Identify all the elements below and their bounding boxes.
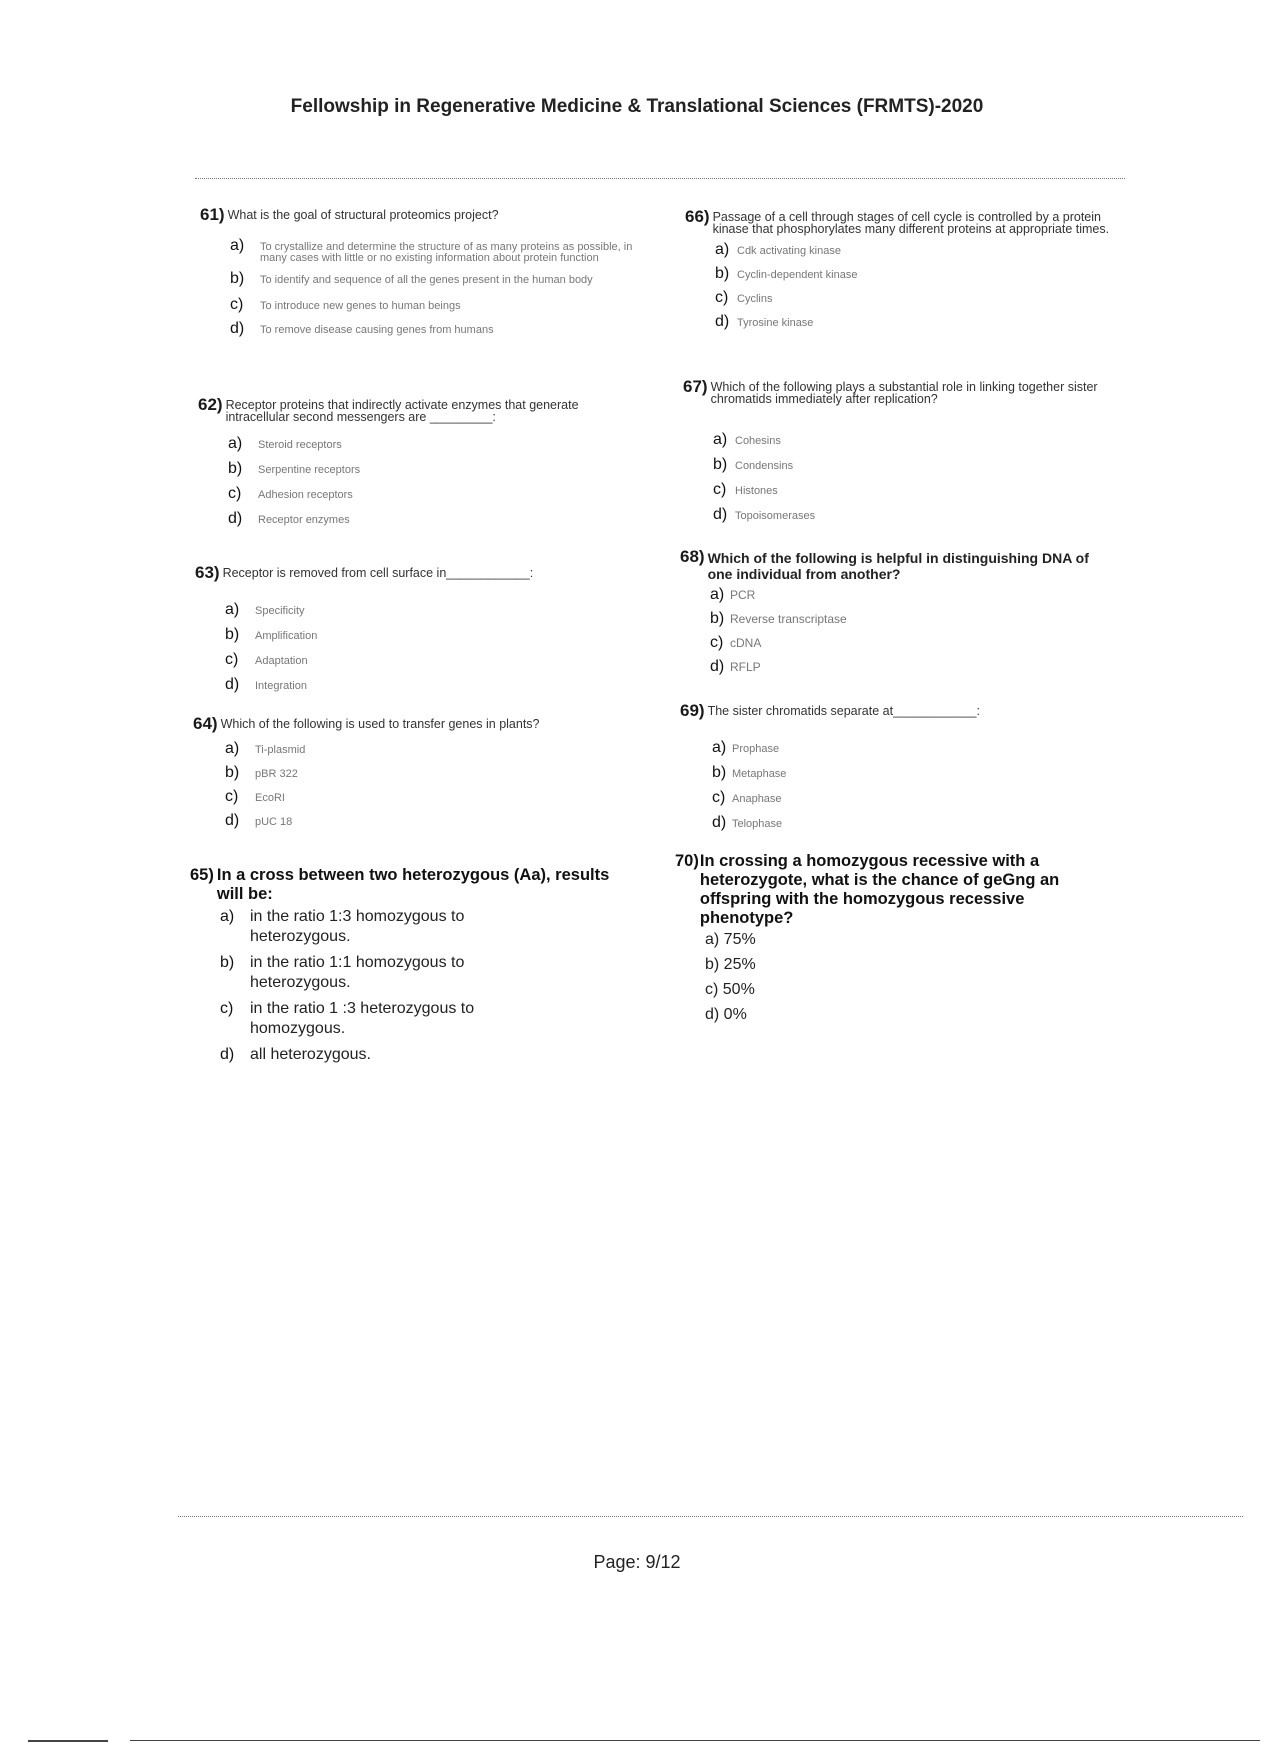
- option-a[interactable]: [225, 601, 635, 619]
- question-61: [200, 206, 640, 338]
- option-text: To identify and sequence of all the genes present in the human body: [260, 274, 593, 286]
- question-65: [190, 866, 620, 1065]
- option-text: RFLP: [730, 660, 761, 674]
- option-text: Receptor enzymes: [258, 514, 350, 526]
- option-b[interactable]: [220, 953, 520, 993]
- question-67: [683, 378, 1123, 524]
- question-number: 68): [680, 547, 705, 566]
- option-b[interactable]: [705, 955, 1085, 975]
- option-label: b): [220, 954, 235, 971]
- option-label: a): [220, 908, 235, 925]
- option-d[interactable]: [710, 658, 1110, 676]
- question-63: [195, 564, 635, 694]
- option-b[interactable]: [715, 265, 1135, 283]
- question-text: The sister chromatids separate at____________:: [707, 704, 980, 718]
- option-text: Adaptation: [255, 655, 308, 667]
- option-a[interactable]: [705, 930, 1085, 950]
- option-b[interactable]: [225, 626, 635, 644]
- option-label: a): [712, 739, 727, 756]
- option-label: c): [225, 651, 239, 668]
- option-text: Anaphase: [732, 793, 782, 805]
- option-c[interactable]: [220, 999, 520, 1039]
- option-d[interactable]: [715, 313, 1135, 331]
- option-text: Telophase: [732, 818, 783, 830]
- option-c[interactable]: [710, 634, 1110, 652]
- option-label: c): [228, 485, 242, 502]
- option-text: all heterozygous.: [250, 1046, 371, 1063]
- option-d[interactable]: [705, 1005, 1085, 1025]
- option-label: d): [712, 814, 727, 831]
- option-a[interactable]: [715, 241, 1135, 259]
- question-text: Passage of a cell through stages of cell cycle is controlled by a protein kinase that phosphorylates many different proteins at appropriate times.: [712, 210, 1110, 236]
- page-title: Fellowship in Regenerative Medicine & Translational Sciences (FRMTS)-2020: [290, 96, 984, 117]
- option-c[interactable]: [715, 289, 1135, 307]
- option-text: in the ratio 1 :3 heterozygous to homozygous.: [250, 1000, 475, 1037]
- option-a[interactable]: [225, 740, 593, 758]
- option-text: EcoRI: [255, 792, 285, 804]
- option-text: Specificity: [255, 605, 305, 617]
- option-d[interactable]: [225, 676, 635, 694]
- option-label: c): [715, 289, 729, 306]
- option-text: Serpentine receptors: [258, 464, 361, 476]
- option-d[interactable]: [228, 510, 628, 528]
- option-text: Tyrosine kinase: [737, 317, 814, 329]
- option-c[interactable]: [712, 789, 1130, 807]
- option-label: a): [225, 601, 240, 618]
- question-number: 64): [193, 714, 218, 733]
- option-label: d): [225, 812, 240, 829]
- option-text: Histones: [735, 485, 778, 497]
- question-text: Which of the following is helpful in distinguishing DNA of one individual from another?: [707, 550, 1089, 582]
- option-a[interactable]: [712, 739, 1130, 757]
- question-number: 61): [200, 205, 225, 224]
- option-text: Integration: [255, 680, 307, 692]
- scan-edge-line-right: [130, 1740, 1260, 1741]
- option-label: c): [712, 789, 726, 806]
- option-text: Cdk activating kinase: [737, 245, 841, 257]
- option-label: c): [225, 788, 239, 805]
- question-text: Receptor is removed from cell surface in____________:: [222, 566, 534, 580]
- question-69: [680, 702, 1130, 832]
- option-b[interactable]: [230, 270, 640, 288]
- option-text: Cyclin-dependent kinase: [737, 269, 858, 281]
- question-number: 70): [675, 852, 699, 870]
- option-c[interactable]: [713, 481, 1123, 499]
- option-text: Cohesins: [735, 435, 781, 447]
- option-b[interactable]: [228, 460, 628, 478]
- option-text: pBR 322: [255, 768, 298, 780]
- question-64: [193, 715, 593, 830]
- option-label: b): [225, 764, 240, 781]
- option-text: pUC 18: [255, 816, 293, 828]
- option-label: c): [713, 481, 727, 498]
- option-text: b) 25%: [705, 956, 756, 973]
- question-number: 65): [190, 866, 214, 884]
- option-label: c): [230, 296, 244, 313]
- option-text: Topoisomerases: [735, 510, 816, 522]
- option-text: a) 75%: [705, 931, 756, 948]
- question-number: 63): [195, 563, 220, 582]
- option-label: d): [228, 510, 243, 527]
- question-number: 62): [198, 395, 223, 414]
- option-label: a): [225, 740, 240, 757]
- question-62: [198, 396, 628, 528]
- option-label: d): [225, 676, 240, 693]
- question-text: Which of the following plays a substantial role in linking together sister chromatids immediately after replication?: [710, 380, 1098, 406]
- option-label: d): [710, 658, 725, 675]
- option-label: b): [713, 456, 728, 473]
- question-number: 66): [685, 207, 710, 226]
- question-number: 69): [680, 701, 705, 720]
- option-label: b): [228, 460, 243, 477]
- option-c[interactable]: [228, 485, 628, 503]
- option-d[interactable]: [713, 506, 1123, 524]
- question-70: [675, 852, 1085, 1025]
- question-text: Receptor proteins that indirectly activate enzymes that generate intracellular second messengers are _________:: [225, 398, 579, 424]
- option-text: To crystallize and determine the structure of as many proteins as possible, in many cases with little or no existing information about protein function: [260, 241, 633, 264]
- question-text: What is the goal of structural proteomics project?: [227, 208, 499, 222]
- question-66: [685, 208, 1135, 331]
- question-68: [680, 548, 1110, 676]
- option-text: Prophase: [732, 743, 780, 755]
- option-label: b): [710, 610, 725, 627]
- option-label: b): [225, 626, 240, 643]
- option-label: a): [713, 431, 728, 448]
- option-label: b): [230, 270, 245, 287]
- option-label: c): [220, 1000, 234, 1017]
- option-text: To remove disease causing genes from humans: [260, 324, 494, 336]
- option-text: Adhesion receptors: [258, 489, 353, 501]
- option-c[interactable]: [705, 980, 1085, 1000]
- option-d[interactable]: [712, 814, 1130, 832]
- option-a[interactable]: [713, 431, 1123, 449]
- option-a[interactable]: [230, 237, 640, 264]
- option-text: Ti-plasmid: [255, 744, 306, 756]
- option-label: b): [712, 764, 727, 781]
- option-text: To introduce new genes to human beings: [260, 300, 461, 312]
- option-text: Condensins: [735, 460, 794, 472]
- option-label: d): [713, 506, 728, 523]
- option-c[interactable]: [225, 651, 635, 669]
- option-d[interactable]: [225, 812, 593, 830]
- option-label: b): [715, 265, 730, 282]
- option-label: a): [710, 586, 725, 603]
- footer-divider: [178, 1516, 1243, 1517]
- option-a[interactable]: [228, 435, 628, 453]
- option-label: a): [230, 237, 245, 254]
- option-label: d): [220, 1046, 235, 1063]
- question-number: 67): [683, 377, 708, 396]
- option-text: d) 0%: [705, 1006, 747, 1023]
- option-text: Amplification: [255, 630, 318, 642]
- option-label: c): [710, 634, 724, 651]
- scan-edge-line-left: [28, 1740, 108, 1742]
- option-text: Cyclins: [737, 293, 773, 305]
- option-text: Metaphase: [732, 768, 787, 780]
- option-label: d): [230, 320, 245, 337]
- option-text: cDNA: [730, 636, 762, 650]
- option-b[interactable]: [710, 610, 1110, 628]
- option-d[interactable]: [220, 1045, 520, 1065]
- question-text: In crossing a homozygous recessive with a heterozygote, what is the chance of geGng an offspring with the homozygous recessive phenotype?: [699, 852, 1060, 927]
- option-a[interactable]: [220, 907, 520, 947]
- option-c[interactable]: [230, 296, 640, 314]
- option-label: a): [715, 241, 730, 258]
- option-label: d): [715, 313, 730, 330]
- question-text: Which of the following is used to transfer genes in plants?: [220, 717, 540, 731]
- option-a[interactable]: [710, 586, 1110, 604]
- option-b[interactable]: [225, 764, 593, 782]
- header-divider: [195, 178, 1125, 179]
- option-b[interactable]: [713, 456, 1123, 474]
- option-text: in the ratio 1:3 homozygous to heterozygous.: [250, 908, 465, 945]
- option-c[interactable]: [225, 788, 593, 806]
- option-text: c) 50%: [705, 981, 755, 998]
- option-text: Reverse transcriptase: [730, 612, 847, 626]
- page-number: Page: 9/12: [593, 1552, 681, 1572]
- question-text: In a cross between two heterozygous (Aa), results will be:: [216, 866, 610, 903]
- option-text: in the ratio 1:1 homozygous to heterozygous.: [250, 954, 465, 991]
- option-text: PCR: [730, 588, 756, 602]
- option-b[interactable]: [712, 764, 1130, 782]
- option-text: Steroid receptors: [258, 439, 342, 451]
- option-label: a): [228, 435, 243, 452]
- option-d[interactable]: [230, 320, 640, 338]
